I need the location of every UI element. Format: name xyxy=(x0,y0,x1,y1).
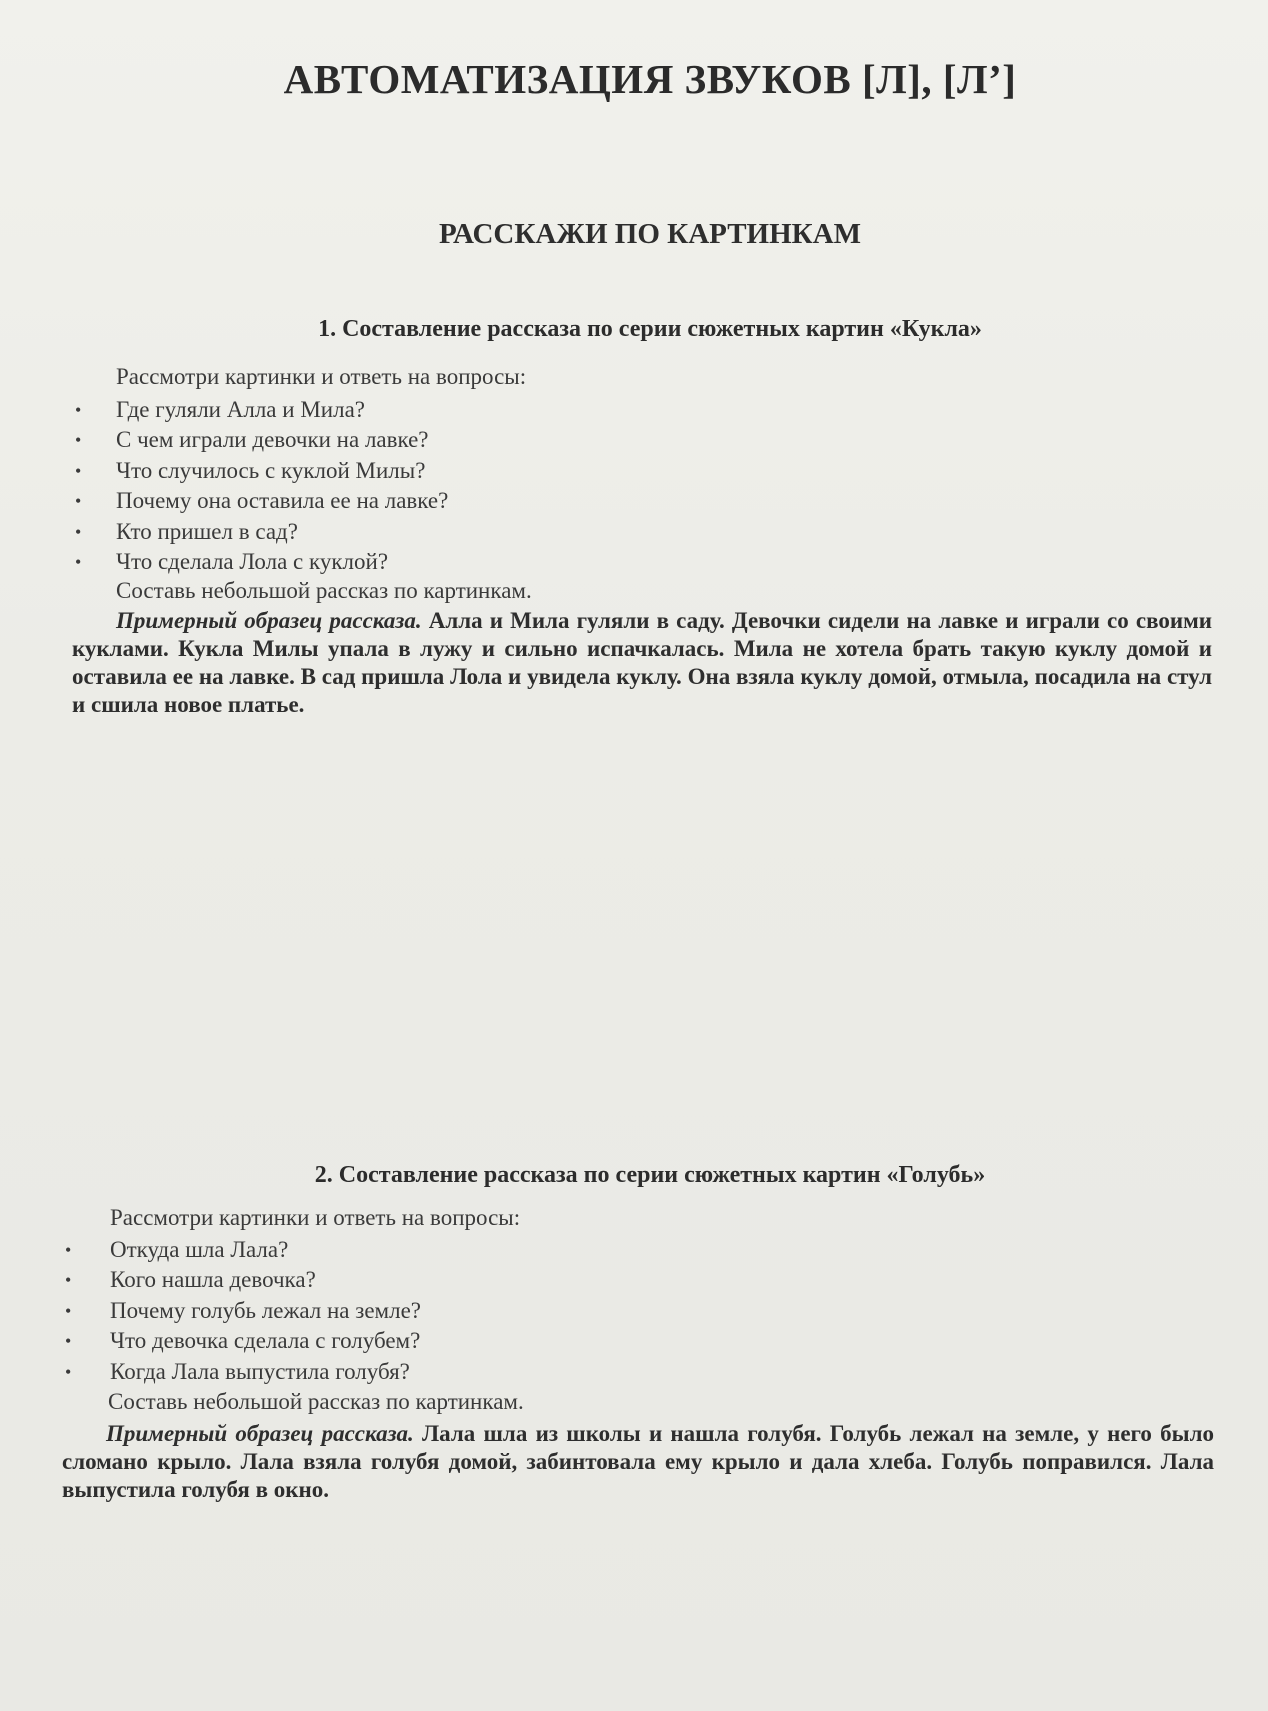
bullet: • xyxy=(65,1331,72,1352)
sample-text: Алла и Мила гуляли в саду. Девочки сидели на лавке и играли со своими куклами. Кукла Милы упала в лужу и сильно испачкалась. Мила не хотела брать такую куклу домой и оставила ее на лавке. В сад пришла Лола и увидела куклу. Она взяла куклу домой, отмыла, посадила на стул и сшила новое платье. xyxy=(72,608,1213,717)
list-item xyxy=(75,547,448,577)
list-item xyxy=(75,486,448,516)
list-item xyxy=(65,1357,421,1387)
section-1-heading: 1. Составление рассказа по серии сюжетных картин «Кукла» xyxy=(318,316,982,342)
question-text: Что сделала Лола с куклой? xyxy=(116,548,389,574)
section-1-closing: Составь небольшой рассказ по картинкам. xyxy=(116,578,532,603)
section-2-sample-story xyxy=(62,1420,1214,1504)
list-item xyxy=(65,1296,421,1326)
list-item xyxy=(75,395,448,425)
section-1-sample-story xyxy=(72,607,1212,719)
list-item xyxy=(65,1235,421,1265)
bullet: • xyxy=(65,1270,72,1291)
list-item xyxy=(75,425,448,455)
question-text: Где гуляли Алла и Мила? xyxy=(116,397,365,422)
page-subtitle: РАССКАЖИ ПО КАРТИНКАМ xyxy=(438,218,862,250)
list-item xyxy=(65,1326,421,1356)
question-text: Что случилось с куклой Милы? xyxy=(116,457,426,483)
question-text: Почему голубь лежал на земле? xyxy=(110,1297,421,1323)
bullet: • xyxy=(65,1300,72,1321)
section-2-question-list xyxy=(65,1235,421,1387)
list-item xyxy=(75,517,448,547)
question-text: Что девочка сделала с голубем? xyxy=(110,1328,421,1354)
question-text: Кто пришел в сад? xyxy=(116,518,298,544)
sample-label: Примерный образец рассказа. xyxy=(116,608,422,633)
bullet: • xyxy=(75,430,82,451)
bullet: • xyxy=(75,460,82,481)
question-text: Когда Лала выпустила голубя? xyxy=(110,1358,410,1384)
bullet: • xyxy=(75,521,82,542)
section-2-intro: Рассмотри картинки и ответь на вопросы: xyxy=(110,1205,521,1230)
bullet: • xyxy=(65,1361,72,1382)
question-text: Откуда шла Лала? xyxy=(110,1237,289,1262)
sample-label: Примерный образец рассказа. xyxy=(106,1421,414,1446)
bullet: • xyxy=(75,551,82,572)
section-2-closing: Составь небольшой рассказ по картинкам. xyxy=(108,1389,524,1414)
page-title: АВТОМАТИЗАЦИЯ ЗВУКОВ [Л], [Л’] xyxy=(283,56,1017,102)
list-item xyxy=(75,456,448,486)
bullet: • xyxy=(75,491,82,512)
question-text: Почему она оставила ее на лавке? xyxy=(116,488,449,514)
section-2-heading: 2. Составление рассказа по серии сюжетных картин «Голубь» xyxy=(314,1162,986,1188)
question-text: Кого нашла девочка? xyxy=(110,1267,316,1293)
bullet: • xyxy=(65,1240,72,1260)
section-1-question-list xyxy=(75,395,448,577)
section-1-intro: Рассмотри картинки и ответь на вопросы: xyxy=(116,364,527,389)
list-item xyxy=(65,1265,421,1295)
question-text: С чем играли девочки на лавке? xyxy=(116,427,429,453)
sample-text: Лала шла из школы и нашла голубя. Голубь лежал на земле, у него было сломано крыло. Лала взяла голубя домой, забинтовала ему крыло и дала хлеба. Голубь поправился. Лала выпустила голубя в окно. xyxy=(62,1421,1215,1502)
bullet: • xyxy=(75,400,82,420)
